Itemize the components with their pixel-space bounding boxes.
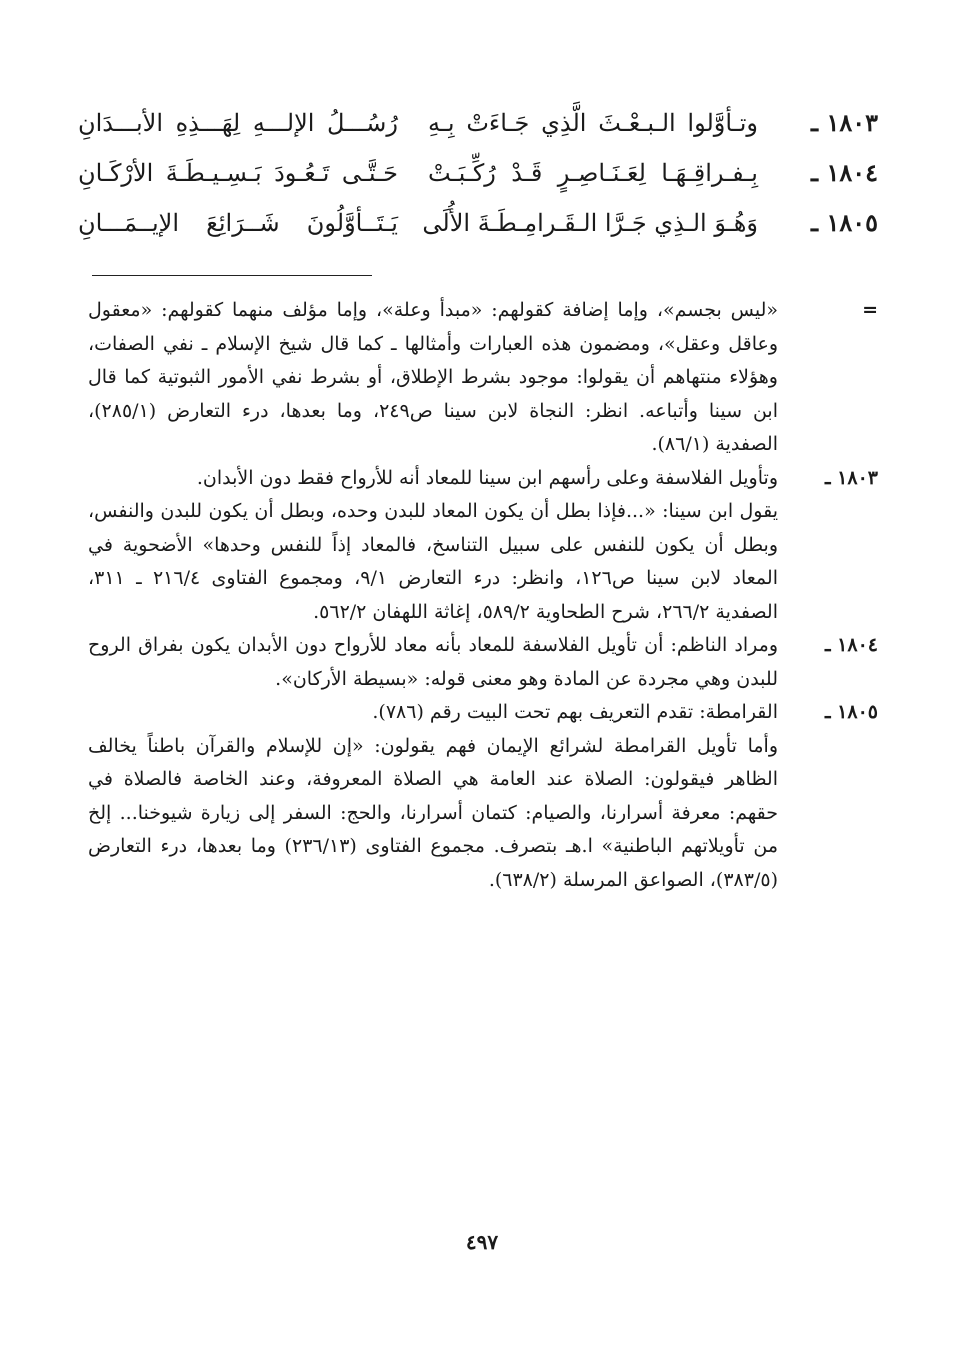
verse-line <box>78 198 878 248</box>
footnote-1804 <box>88 629 878 696</box>
verse-second-hemistich: رُسُـــلُ الإلـــهِ لِهَـــذِهِ الأبـــدَانِ <box>78 109 398 137</box>
page-number: ٤٩٧ <box>465 1230 499 1254</box>
footnote-paragraph: وأما تأويل القرامطة لشرائع الإيمان فهم يقولون: «إن للإسلام والقرآن باطناً يخالف الظاهر فيقولون: الصلاة عند العامة هي الصلاة المعروفة، وعند الخاصة فالصلاة في حقهم: معرفة أسرارنا، والصيام: كتمان أسرارنا، والحج: السفر إلى زيارة شيوخنا... إلخ من تأويلاتهم الباطنية» ا.هـ بتصرف. مجموع الفتاوى (٢٣٦/١٣) وما بعدها، درء التعارض (٣٨٣/٥)، الصواعق المرسلة (٦٣٨/٢). <box>88 734 778 891</box>
footnote-paragraph: يقول ابن سينا: «...فإذا بطل أن يكون المعاد للبدن وحده، وبطل أن يكون للبدن والنفس، وبطل أن يكون للنفس على سبيل التناسخ، فالمعاد إذاً للنفس وحدها» الأضحوية في المعاد لابن سينا ص١٢٦، وانظر: درء التعارض ٩/١، ومجموع الفتاوى ٢١٦/٤ ـ ٣١١، الصفدية ٢٦٦/٢، شرح الطحاوية ٥٨٩/٢، إغاثة اللهفان ٥٦٢/٢. <box>88 500 778 623</box>
verse-first-hemistich: وتـأوَّلوا الـبـعْـثَ الَّذِي جَـاءَتْ بِـهِ <box>428 109 758 137</box>
verse-number: ١٨٠٥ ـ <box>811 208 878 237</box>
verse-first-hemistich: وَهُـوَ الـذِي جَـرَّا الـقَـرامِـطَـةَ الأُلَى <box>422 209 758 237</box>
verse-line <box>78 148 878 198</box>
footnote-marker: ١٨٠٤ ـ <box>824 634 878 656</box>
footnote-paragraph: ومراد الناظم: أن تأويل الفلاسفة للمعاد بأنه معاد للأرواح دون الأبدان يكون بفراق الروح للبدن وهي مجردة عن المادة وهو معنى قوله: «بسيطة الأركان». <box>88 634 778 690</box>
footnote-paragraph: «ليس بجسم»، وإما إضافة كقولهم: «مبدأ وعلة»، وإما مؤلف منهما كقولهم: «معقول وعاقل وعقل»، ومضمون هذه العبارات وأمثالها ـ كما قال شيخ الإسلام ـ نفي الصفات، وهؤلاء منتهاهم أن يقولوا: موجود بشرط الإطلاق، أو بشرط نفي الأمور الثبوتية كما قال ابن سينا وأتباعه. انظر: النجاة لابن سينا ص٢٤٩، وما بعدها، درء التعارض (٢٨٥/١)، الصفدية (٨٦/١). <box>88 299 778 455</box>
footnote-paragraph: وتأويل الفلاسفة وعلى رأسهم ابن سينا للمعاد أنه للأرواح فقط دون الأبدان. <box>196 466 778 489</box>
footnote-marker: = <box>862 299 878 321</box>
footnote-paragraph: القرامطة: تقدم التعريف بهم تحت البيت رقم (٧٨٦). <box>372 701 778 723</box>
footnote-marker: ١٨٠٥ ـ <box>824 701 878 723</box>
verse-number: ١٨٠٤ ـ <box>811 158 878 187</box>
footnote-1805 <box>88 696 878 897</box>
verse-second-hemistich: حَـتَّـى تَـعُـودَ بَـسِـيـطَـةَ الأرْكَـانِ <box>78 159 398 187</box>
footnote-marker: ١٨٠٣ ـ <box>824 466 878 489</box>
verse-second-hemistich: يَـتَــأوَّلُونَ شَــرَائِعَ الإيــمَـــانِ <box>78 209 398 237</box>
footnote-1803 <box>88 462 878 630</box>
verses-block <box>78 98 878 248</box>
verse-line <box>78 98 878 148</box>
verse-number: ١٨٠٣ ـ <box>811 108 878 137</box>
footnotes-block <box>88 294 878 897</box>
footnote-continuation <box>88 294 878 462</box>
verse-first-hemistich: بِـفـراقِـهَـا لِعَـنَـاصِـرٍ قَـدْ رُكِّـبَـتْ <box>428 159 758 187</box>
footnote-separator <box>92 275 372 276</box>
